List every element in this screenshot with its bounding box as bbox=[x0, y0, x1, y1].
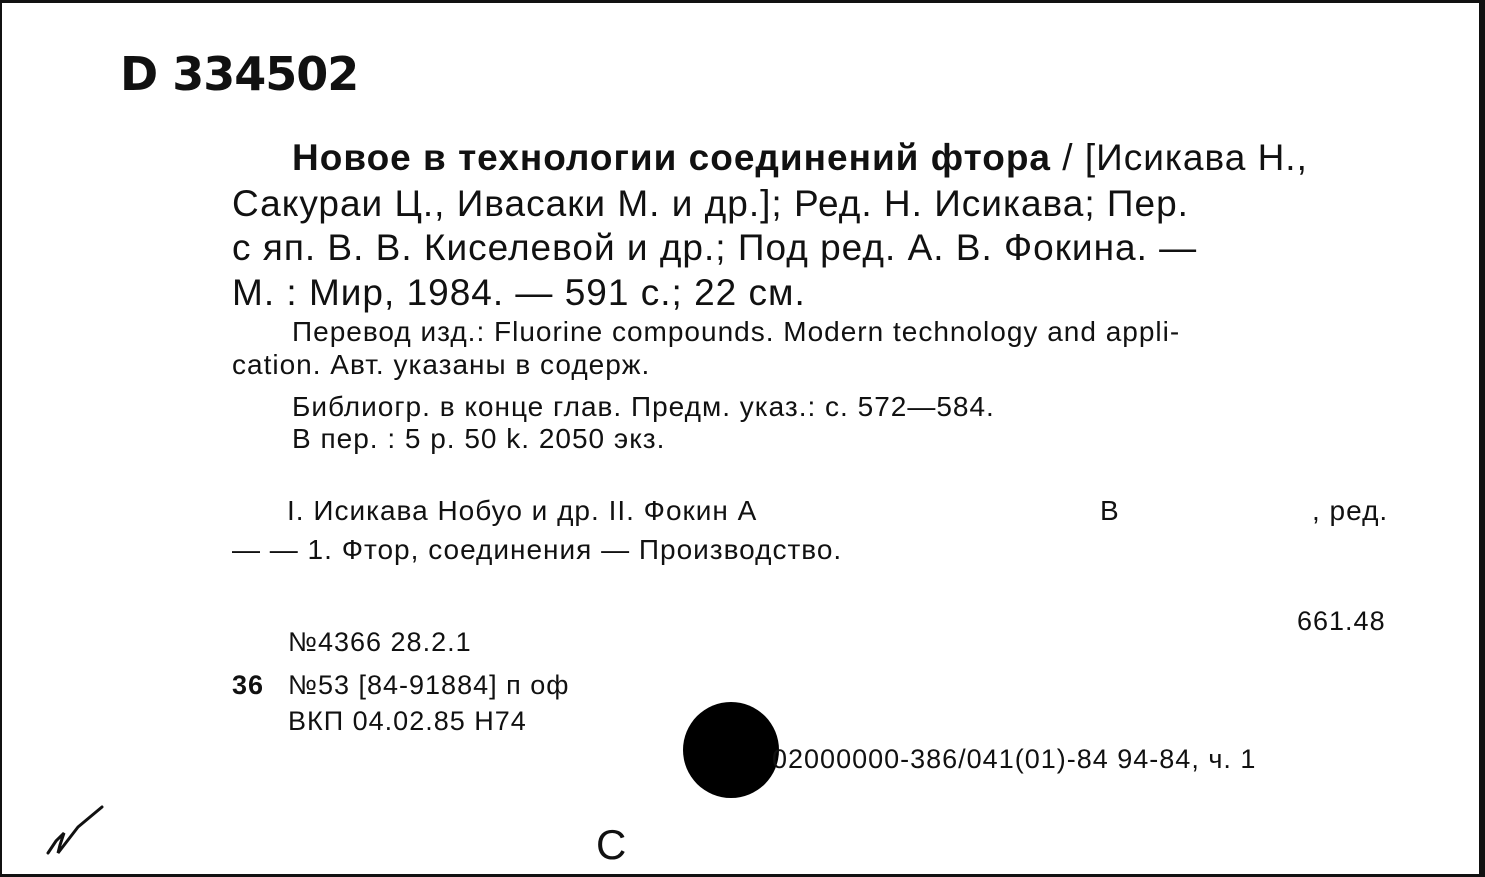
tracing-authors: I. Исикава Нобуо и др. II. Фокин А bbox=[287, 495, 758, 526]
handwritten-mark-icon bbox=[42, 803, 106, 859]
entry-line-1 bbox=[292, 137, 1308, 179]
tracing-role: , ред. bbox=[1312, 495, 1389, 526]
call-number: D 334502 bbox=[120, 47, 359, 101]
note-original-title-2: cation. Авт. указаны в содерж. bbox=[232, 349, 651, 380]
record-line-2-prefix: 36 bbox=[232, 670, 265, 700]
entry-line-2: Сакураи Ц., Ивасаки М. и др.]; Ред. Н. Исикава; Пер. bbox=[232, 183, 1189, 224]
authors-start: / [Исикава Н., bbox=[1051, 137, 1308, 178]
note-price-copies: В пер. : 5 р. 50 k. 2050 экз. bbox=[292, 423, 666, 454]
note-original-title-1: Перевод изд.: Fluorine compounds. Modern technology and appli- bbox=[292, 316, 1181, 347]
book-title: Новое в технологии соединений фтора bbox=[292, 137, 1052, 178]
isbn-code: 02000000-386/041(01)-84 94-84, ч. 1 bbox=[772, 744, 1257, 774]
entry-line-4: М. : Мир, 1984. — 591 с.; 22 см. bbox=[232, 272, 806, 313]
record-line-2: №53 [84-91884] п оф bbox=[288, 670, 570, 700]
tracing-initial: В bbox=[1100, 495, 1120, 526]
record-line-1: №4366 28.2.1 bbox=[288, 627, 472, 657]
udc-number: 661.48 bbox=[1297, 606, 1386, 636]
record-line-3: ВКП 04.02.85 Н74 bbox=[288, 706, 527, 736]
mark-c: С bbox=[596, 821, 627, 868]
note-bibliography: Библиогр. в конце глав. Предм. указ.: с. 572—584. bbox=[292, 391, 995, 422]
tracing-subject: — — 1. Фтор, соединения — Производство. bbox=[232, 534, 843, 565]
punch-hole bbox=[683, 702, 779, 798]
entry-line-3: с яп. В. В. Киселевой и др.; Под ред. А. В. Фокина. — bbox=[232, 227, 1198, 268]
